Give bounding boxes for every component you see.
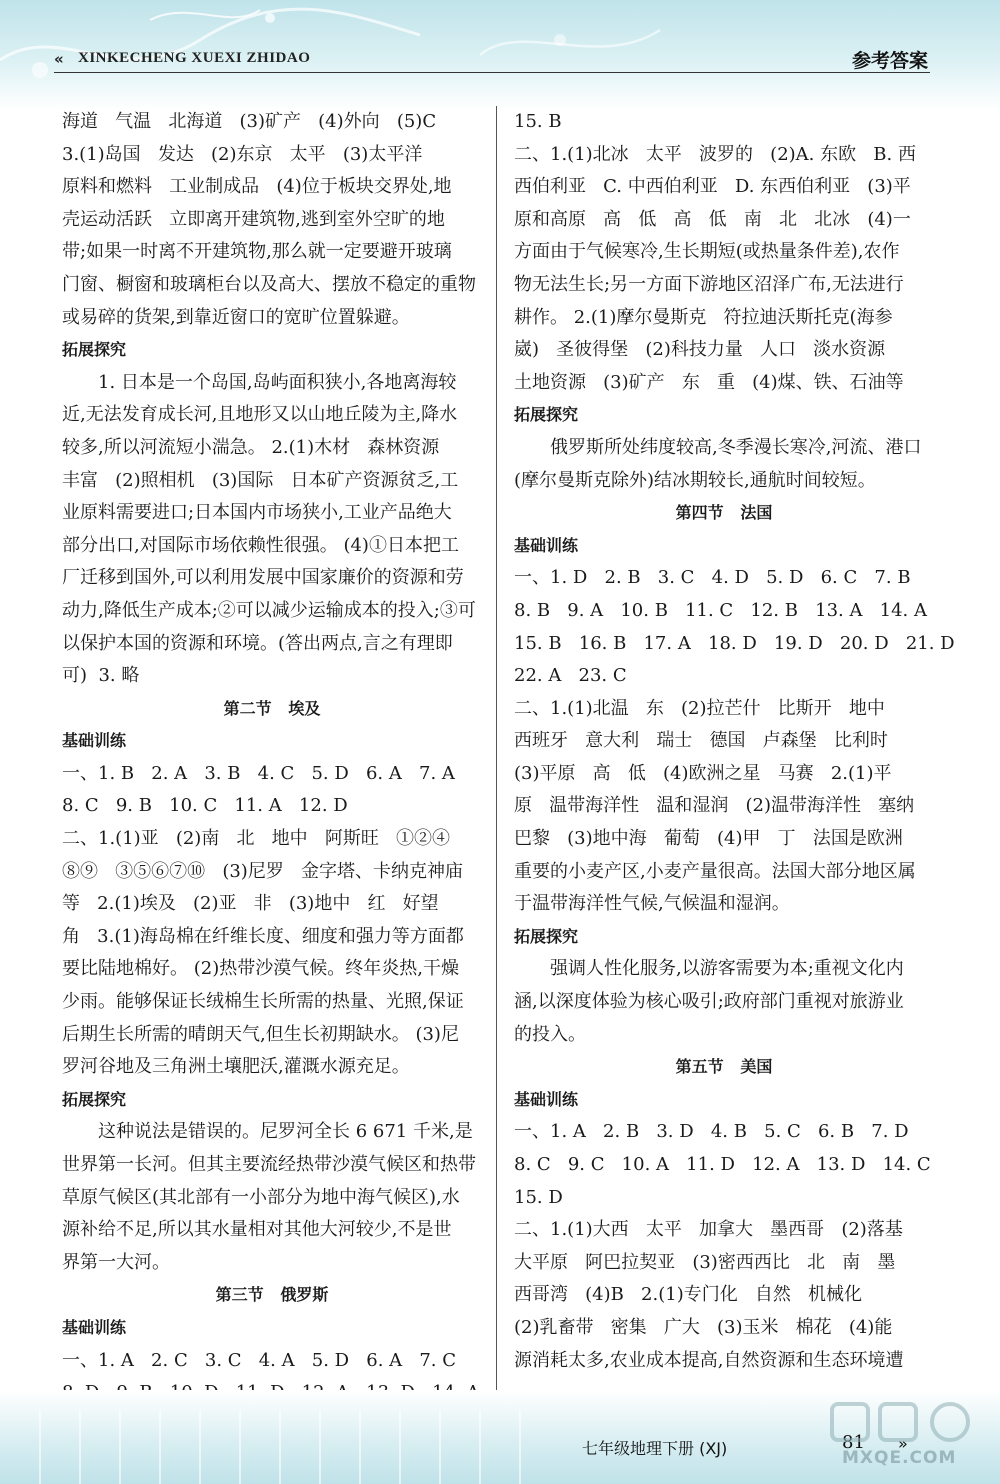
subsection-heading: 基础训练	[62, 1317, 127, 1337]
answer-line: 这种说法是错误的。尼罗河全长 6 671 千米,是	[98, 1121, 473, 1143]
answer-line: 一、1. A 2. C 3. C 4. A 5. D 6. A 7. C	[62, 1349, 457, 1371]
answer-line: 重要的小麦产区,小麦产量很高。法国大部分地区属	[514, 860, 916, 882]
answer-line: 部分出口,对国际市场依赖性很强。 (4)①日本把工	[62, 534, 459, 556]
answer-line: 22. A 23. C	[514, 665, 627, 687]
answer-line: 后期生长所需的晴朗天气,但生长初期缺水。 (3)尼	[62, 1023, 459, 1045]
answer-line: 动力,降低生产成本;②可以减少运输成本的投入;③可	[62, 599, 476, 621]
answer-line: 8. B 9. A 10. B 11. C 12. B 13. A 14. A	[514, 599, 927, 621]
answer-line: 的投入。	[514, 1023, 586, 1045]
answer-line: ⑧⑨ ③⑤⑥⑦⑩ (3)尼罗 金字塔、卡纳克神庙	[62, 860, 463, 882]
footer-chevron: »	[898, 1434, 908, 1453]
section-heading: 第四节 法国	[675, 503, 773, 523]
section-heading: 第三节 俄罗斯	[215, 1285, 329, 1305]
answer-line: 原料和燃料 工业制成品 (4)位于板块交界处,地	[62, 176, 452, 198]
answer-line: 可) 3. 略	[62, 665, 140, 687]
answer-line: 大平原 阿巴拉契亚 (3)密西西比 北 南 墨	[514, 1251, 896, 1273]
answer-line: 西班牙 意大利 瑞士 德国 卢森堡 比利时	[514, 730, 888, 752]
answer-line: 15. D	[514, 1186, 563, 1208]
answer-line: 较多,所以河流短小湍急。 2.(1)木材 森林资源	[62, 436, 440, 458]
answer-line: 等 2.(1)埃及 (2)亚 非 (3)地中 红 好望	[62, 893, 439, 915]
answer-line: 近,无法发育成长河,且地形又以山地丘陵为主,降水	[62, 404, 458, 426]
answer-line: 丰富 (2)照相机 (3)国际 日本矿产资源贫乏,工	[62, 469, 459, 491]
answer-line: 海道 气温 北海道 (3)矿产 (4)外向 (5)C	[62, 111, 437, 132]
answer-line: 界第一大河。	[62, 1251, 170, 1273]
answer-line: 少雨。能够保证长绒棉生长所需的热量、光照,保证	[62, 991, 464, 1013]
answer-line: (摩尔曼斯克除外)结冰期较长,通航时间较短。	[514, 469, 876, 491]
answer-line: 强调人性化服务,以游客需要为本;重视文化内	[550, 958, 904, 980]
section-heading: 第二节 埃及	[223, 698, 321, 718]
answer-line: 一、1. A 2. B 3. D 4. B 5. C 6. B 7. D	[514, 1121, 909, 1143]
series-title: XINKECHENG XUEXI ZHIDAO	[78, 50, 311, 66]
answer-line: 8. C 9. C 10. A 11. D 12. A 13. D 14. C	[514, 1154, 931, 1175]
answer-line: 带;如果一时离不开建筑物,那么就一定要避开玻璃	[62, 241, 452, 263]
subsection-heading: 拓展探究	[62, 340, 127, 360]
answer-line: 世界第一长河。但其主要流经热带沙漠气候区和热带	[62, 1154, 476, 1175]
answer-line: 俄罗斯所处纬度较高,冬季漫长寒冷,河流、港口	[550, 436, 922, 458]
answer-line: 源消耗太多,农业成本提高,自然资源和生态环境遭	[514, 1349, 904, 1371]
answer-line: 1. 日本是一个岛国,岛屿面积狭小,各地离海较	[98, 371, 457, 393]
subsection-heading: 拓展探究	[62, 1089, 127, 1109]
section-label: 参考答案	[851, 50, 928, 72]
right-column	[514, 106, 955, 1377]
subsection-heading: 基础训练	[62, 731, 127, 751]
answer-line: 15. B	[514, 111, 562, 132]
header-rule	[54, 72, 930, 73]
answer-line: (2)乳畜带 密集 广大 (3)玉米 棉花 (4)能	[514, 1316, 893, 1338]
watermark-logo	[822, 1398, 982, 1476]
answer-line: 西伯利亚 C. 中西伯利亚 D. 东西伯利亚 (3)平	[514, 176, 911, 198]
answer-line: 巴黎 (3)地中海 葡萄 (4)甲 丁 法国是欧洲	[514, 828, 903, 850]
answer-line: 涵,以深度体验为核心吸引;政府部门重视对旅游业	[514, 991, 904, 1013]
answer-line: 要比陆地棉好。 (2)热带沙漠气候。终年炎热,干燥	[62, 958, 459, 980]
answer-line: 崴) 圣彼得堡 (2)科技力量 人口 淡水资源	[514, 339, 886, 361]
answer-line: 门窗、橱窗和玻璃柜台以及高大、摆放不稳定的重物	[62, 273, 476, 295]
answer-line: 二、1.(1)北温 东 (2)拉芒什 比斯开 地中	[514, 697, 885, 719]
section-heading: 第五节 美国	[675, 1057, 773, 1077]
answer-line: 草原气候区(其北部有一小部分为地中海气候区),水	[62, 1186, 460, 1208]
answer-line: 二、1.(1)大西 太平 加拿大 墨西哥 (2)落基	[514, 1219, 903, 1241]
subsection-heading: 拓展探究	[514, 405, 579, 425]
answer-line: 以保护本国的资源和环境。(答出两点,言之有理即	[62, 632, 453, 654]
answer-line: (3)平原 高 低 (4)欧洲之星 马赛 2.(1)平	[514, 762, 892, 784]
answer-line: 二、1.(1)亚 (2)南 北 地中 阿斯旺 ①②④	[62, 828, 450, 850]
answer-line: 土地资源 (3)矿产 东 重 (4)煤、铁、石油等	[514, 371, 904, 393]
answer-line: 15. B 16. B 17. A 18. D 19. D 20. D 21. D	[514, 632, 955, 654]
answer-line: 方面由于气候寒冷,生长期短(或热量条件差),农作	[514, 241, 900, 263]
answer-line: 原和高原 高 低 高 低 南 北 北冰 (4)一	[514, 208, 911, 230]
answer-line: 8. C 9. B 10. C 11. A 12. D	[62, 795, 348, 817]
answer-line: 二、1.(1)北冰 太平 波罗的 (2)A. 东欧 B. 西	[514, 143, 916, 165]
page-number: 81	[842, 1432, 865, 1453]
subsection-heading: 基础训练	[514, 1089, 579, 1109]
answer-line: 一、1. D 2. B 3. C 4. D 5. D 6. C 7. B	[514, 567, 911, 589]
answer-line: 源补给不足,所以其水量相对其他大河较少,不是世	[62, 1219, 452, 1241]
answer-line: 角 3.(1)海岛棉在纤维长度、细度和强力等方面都	[62, 925, 464, 947]
answer-line: 3.(1)岛国 发达 (2)东京 太平 (3)太平洋	[62, 143, 423, 165]
answer-line: 或易碎的货架,到靠近窗口的宽旷位置躲避。	[62, 306, 410, 328]
answer-line: 原 温带海洋性 温和湿润 (2)温带海洋性 塞纳	[514, 795, 915, 817]
subsection-heading: 基础训练	[514, 535, 579, 555]
footer-book-title: 七年级地理下册 (XJ)	[582, 1439, 728, 1458]
header-chevron: «	[54, 50, 64, 68]
answer-line: 厂迁移到国外,可以利用发展中国家廉价的资源和劳	[62, 567, 464, 589]
left-column	[62, 106, 482, 1410]
answer-line: 西哥湾 (4)B 2.(1)专门化 自然 机械化	[514, 1284, 863, 1306]
watermark-text: MXQE.COM	[842, 1448, 957, 1468]
answer-line: 一、1. B 2. A 3. B 4. C 5. D 6. A 7. A	[62, 762, 455, 784]
watermark-glyph	[822, 1398, 982, 1448]
answer-line: 业原料需要进口;日本国内市场狭小,工业产品绝大	[62, 502, 452, 524]
answer-line: 物无法生长;另一方面下游地区沼泽广布,无法进行	[514, 273, 904, 295]
answer-line: 罗河谷地及三角洲土壤肥沃,灌溉水源充足。	[62, 1056, 410, 1078]
column-divider	[496, 106, 497, 1396]
answer-line: 于温带海洋性气候,气候温和湿润。	[514, 893, 790, 915]
answer-line: 壳运动活跃 立即离开建筑物,逃到室外空旷的地	[62, 208, 445, 230]
answer-line: 耕作。 2.(1)摩尔曼斯克 符拉迪沃斯托克(海参	[514, 306, 893, 328]
subsection-heading: 拓展探究	[514, 926, 579, 946]
